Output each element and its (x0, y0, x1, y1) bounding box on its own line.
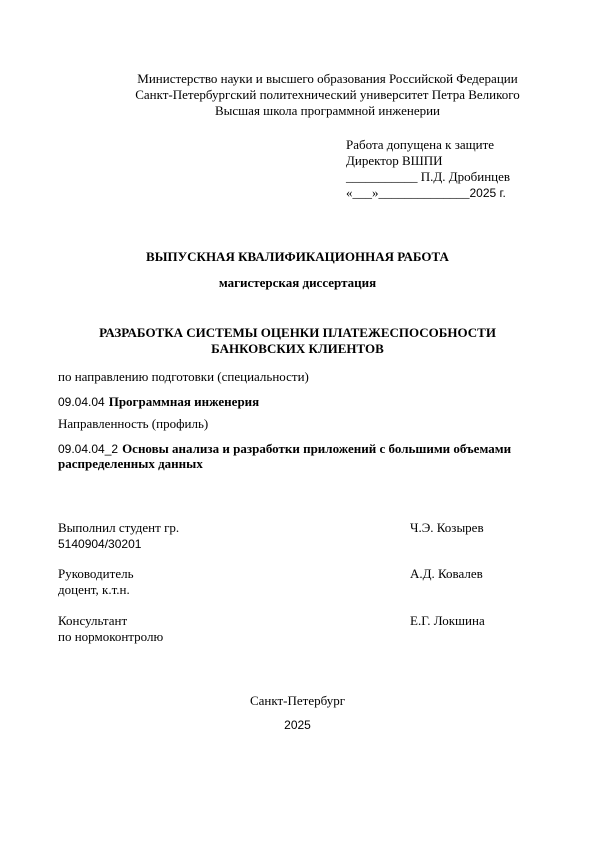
university-name: Санкт-Петербургский политехнический университет Петра Великого (135, 87, 520, 102)
direction-code: 09.04.04 (58, 395, 105, 409)
supervisor-name: А.Д. Ковалев (410, 566, 483, 581)
footer-year: 2025 (284, 718, 311, 732)
approval-line-1: Работа допущена к защите (346, 137, 495, 152)
work-type-title: ВЫПУСКНАЯ КВАЛИФИКАЦИОННАЯ РАБОТА (146, 249, 449, 264)
student-name: Ч.Э. Козырев (410, 520, 484, 535)
institution-header (60, 71, 595, 119)
approval-line-2: Директор ВШПИ (346, 153, 443, 168)
topic-line-1: РАЗРАБОТКА СИСТЕМЫ ОЦЕНКИ ПЛАТЕЖЕСПОСОБНОСТИ (99, 325, 496, 340)
direction-line (58, 393, 259, 411)
student-label: Выполнил студент гр. (58, 520, 180, 535)
consultant-name: Е.Г. Локшина (410, 613, 485, 628)
date-year: 2025 г. (469, 186, 506, 200)
degree-subtitle: магистерская диссертация (218, 275, 377, 290)
approval-date-line (346, 185, 506, 201)
consultant-label: Консультант (58, 613, 128, 628)
date-open-quote: « (346, 185, 353, 200)
signature-blank: ___________ (346, 169, 418, 184)
topic-line-2: БАНКОВСКИХ КЛИЕНТОВ (211, 341, 384, 356)
profile-label: Направленность (профиль) (58, 416, 209, 431)
school-name: Высшая школа программной инженерии (215, 103, 440, 118)
student-group: 5140904/30201 (58, 537, 142, 551)
profile-name-line-1: Основы анализа и разработки приложений с большими объемами (122, 441, 512, 456)
ministry-name: Министерство науки и высшего образования Российской Федерации (137, 71, 518, 86)
date-month-blank: ______________ (378, 185, 470, 200)
approval-signature-line (346, 169, 510, 185)
direction-name: Программная инженерия (108, 394, 260, 409)
footer-city: Санкт-Петербург (249, 693, 346, 708)
supervisor-degree: доцент, к.т.н. (58, 582, 130, 597)
consultant-role: по нормоконтролю (58, 629, 164, 644)
direction-label: по направлению подготовки (специальности) (58, 369, 309, 384)
date-close-quote: » (372, 185, 379, 200)
profile-name-line-2: распределенных данных (58, 456, 203, 471)
date-day-blank: ___ (352, 185, 372, 200)
director-name: П.Д. Дробинцев (420, 169, 511, 184)
profile-code: 09.04.04_2 (58, 442, 119, 456)
supervisor-label: Руководитель (58, 566, 134, 581)
